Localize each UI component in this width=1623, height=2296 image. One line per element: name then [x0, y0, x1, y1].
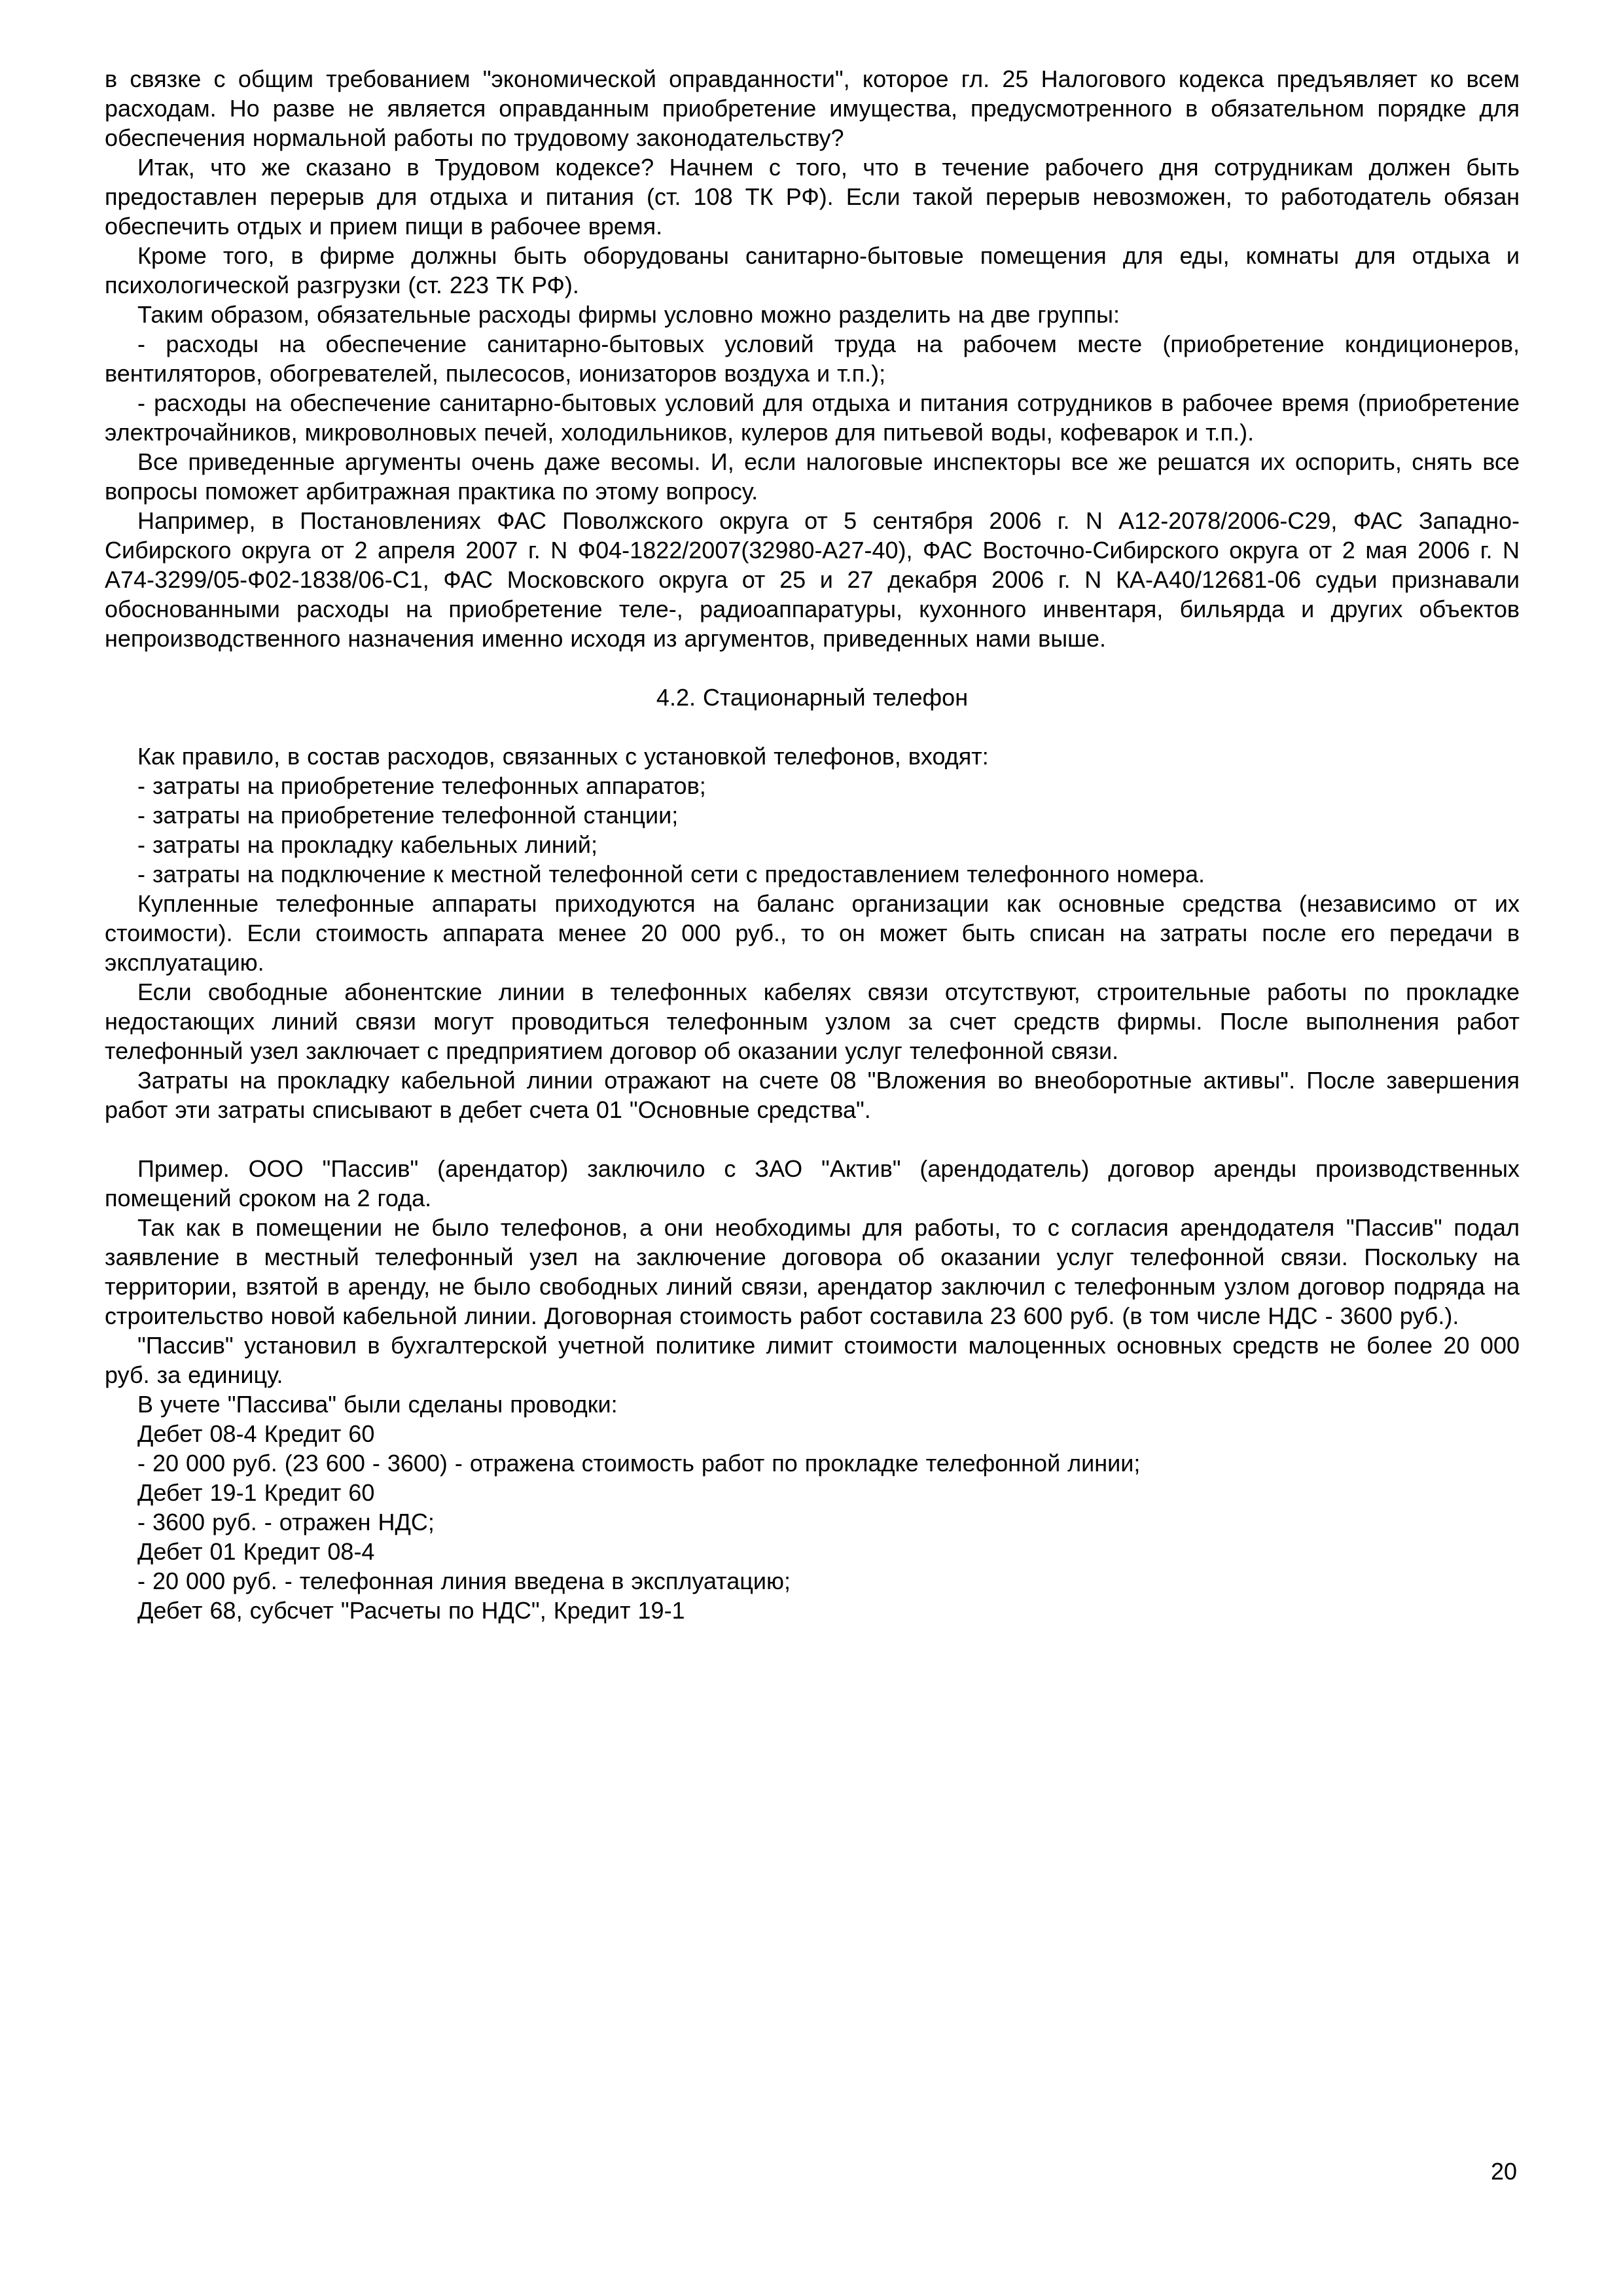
paragraph: "Пассив" установил в бухгалтерской учетной политике лимит стоимости малоценных основных средств не более 20 000 руб. за единицу. [105, 1332, 1520, 1388]
paragraph: Как правило, в состав расходов, связанных с установкой телефонов, входят: [137, 743, 989, 770]
paragraph: - затраты на приобретение телефонной станции; [137, 802, 679, 829]
paragraph: Если свободные абонентские линии в телефонных кабелях связи отсутствуют, строительные работы по прокладке недостающих линий связи могут проводиться телефонным узлом за счет средств фирмы. После выполнения работ телефонный узел заключает с предприятием договор об оказании услуг телефонной связи. [105, 978, 1520, 1064]
paragraph: - затраты на подключение к местной телефонной сети с предоставлением телефонного номера. [137, 861, 1205, 888]
paragraph: - расходы на обеспечение санитарно-бытовых условий труда на рабочем месте (приобретение кондиционеров, вентиляторов, обогревателей, пылесосов, ионизаторов воздуха и т.п.); [105, 331, 1520, 387]
paragraph: Дебет 19-1 Кредит 60 [137, 1479, 375, 1506]
paragraph: Так как в помещении не было телефонов, а они необходимы для работы, то с согласия арендодателя "Пассив" подал заявление в местный телефонный узел на заключение договора об оказании услуг телефонной связи. Поскольку на территории, взятой в аренду, не было свободных линий связи, арендатор заключил с телефонным узлом договор подряда на строительство новой кабельной линии. Договорная стоимость работ составила 23 600 руб. (в том числе НДС - 3600 руб.). [105, 1214, 1520, 1329]
document-body [105, 64, 1520, 1625]
paragraph: В учете "Пассива" были сделаны проводки: [137, 1391, 618, 1418]
paragraph: Дебет 08-4 Кредит 60 [137, 1420, 375, 1447]
paragraph: - 20 000 руб. (23 600 - 3600) - отражена стоимость работ по прокладке телефонной линии; [137, 1450, 1141, 1477]
paragraph: Дебет 01 Кредит 08-4 [137, 1538, 375, 1565]
paragraph: Все приведенные аргументы очень даже весомы. И, если налоговые инспекторы все же решатся их оспорить, снять все вопросы поможет арбитражная практика по этому вопросу. [105, 448, 1520, 505]
paragraph: Пример. ООО "Пассив" (арендатор) заключило с ЗАО "Актив" (арендодатель) договор аренды производственных помещений сроком на 2 года. [105, 1155, 1520, 1211]
paragraph: - затраты на прокладку кабельных линий; [137, 831, 597, 858]
paragraph: Дебет 68, субсчет "Расчеты по НДС", Кредит 19-1 [137, 1597, 685, 1624]
page-number: 20 [1490, 2158, 1517, 2185]
paragraph: - затраты на приобретение телефонных аппаратов; [137, 772, 706, 799]
paragraph: Итак, что же сказано в Трудовом кодексе? Начнем с того, что в течение рабочего дня сотрудникам должен быть предоставлен перерыв для отдыха и питания (ст. 108 ТК РФ). Если такой перерыв невозможен, то работодатель обязан обеспечить отдых и прием пищи в рабочее время. [105, 154, 1520, 240]
paragraph: Кроме того, в фирме должны быть оборудованы санитарно-бытовые помещения для еды, комнаты для отдыха и психологической разгрузки (ст. 223 ТК РФ). [105, 242, 1520, 298]
paragraph: - 20 000 руб. - телефонная линия введена в эксплуатацию; [137, 1568, 791, 1594]
paragraph: Таким образом, обязательные расходы фирмы условно можно разделить на две группы: [137, 301, 1120, 328]
paragraph: - 3600 руб. - отражен НДС; [137, 1509, 435, 1535]
paragraph: Купленные телефонные аппараты приходуются на баланс организации как основные средства (независимо от их стоимости). Если стоимость аппарата менее 20 000 руб., то он может быть списан на затраты после его передачи в эксплуатацию. [105, 890, 1520, 976]
paragraph: Затраты на прокладку кабельной линии отражают на счете 08 "Вложения во внеоборотные активы". После завершения работ эти затраты списывают в дебет счета 01 "Основные средства". [105, 1067, 1520, 1123]
section-heading: 4.2. Стационарный телефон [656, 684, 969, 711]
paragraph: - расходы на обеспечение санитарно-бытовых условий для отдыха и питания сотрудников в рабочее время (приобретение электрочайников, микроволновых печей, холодильников, кулеров для питьевой воды, кофеварок и т.п.). [105, 389, 1520, 446]
paragraph: Например, в Постановлениях ФАС Поволжского округа от 5 сентября 2006 г. N А12-2078/2006-С29, ФАС Западно-Сибирского округа от 2 апреля 2007 г. N Ф04-1822/2007(32980-А27-40), ФАС Восточно-Сибирского округа от 2 мая 2006 г. N А74-3299/05-Ф02-1838/06-С1, ФАС Московского округа от 25 и 27 декабря 2006 г. N КА-А40/12681-06 судьи признавали обоснованными расходы на приобретение теле-, радиоаппаратуры, кухонного инвентаря, бильярда и других объектов непроизводственного назначения именно исходя из аргументов, приведенных нами выше. [105, 507, 1520, 652]
paragraph: в связке с общим требованием "экономической оправданности", которое гл. 25 Налогового кодекса предъявляет ко всем расходам. Но разве не является оправданным приобретение имущества, предусмотренного в обязательном порядке для обеспечения нормальной работы по трудовому законодательству? [105, 65, 1520, 151]
